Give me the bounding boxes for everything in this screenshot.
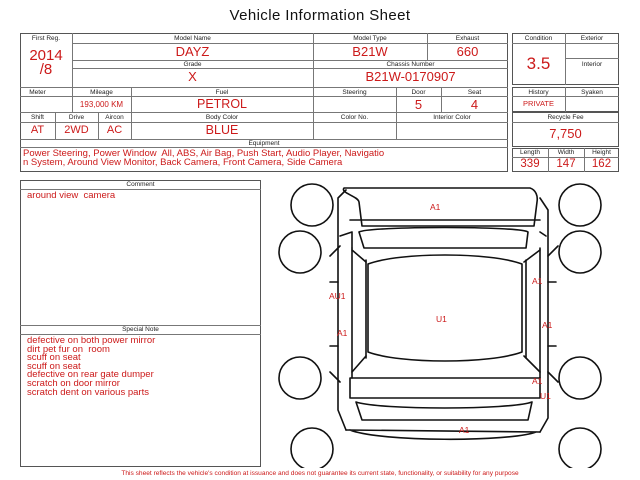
mark-rear: A1 [459, 425, 470, 435]
wheel-mid-left-front [279, 231, 321, 273]
shift-value: AT [30, 124, 45, 136]
model-name-label: Model Name [174, 35, 211, 42]
aircon-value: AC [106, 124, 123, 136]
model-type-label: Model Type [353, 35, 387, 42]
wheel-mid-right-rear [559, 357, 601, 399]
mark-right-rear-a: A1 [532, 376, 543, 386]
mark-front: A1 [430, 202, 441, 212]
equipment-value: Power Steering, Power Window All, ABS, Air Bag, Push Start, Audio Player, Navigatio n System, Around View Monitor, Back Camera, Front Camera, Side Camera [23, 148, 385, 168]
mileage-label: Mileage [90, 89, 113, 96]
special-note-line: defective on both power mirror [27, 335, 156, 346]
history-value: PRIVATE [523, 99, 554, 108]
length-label: Length [520, 149, 540, 156]
interior-color-label: Interior Color [433, 114, 471, 121]
special-note-list [27, 337, 257, 397]
width-value: 147 [556, 158, 576, 170]
wheel-mid-left-rear [279, 357, 321, 399]
body-color-value: BLUE [205, 123, 239, 137]
length-value: 339 [520, 158, 540, 170]
special-note-line: scuff on seat [27, 360, 81, 372]
syaken-label: Syaken [581, 89, 603, 96]
recycle-value: 7,750 [549, 126, 582, 141]
model-type-value: B21W [352, 44, 388, 59]
width-label: Width [557, 149, 575, 156]
condition-value: 3.5 [526, 54, 551, 73]
mark-right-rear-u: U1 [540, 391, 551, 401]
exterior-label: Exterior [580, 35, 604, 42]
door-label: Door [411, 89, 426, 96]
grade-label: Grade [183, 61, 202, 68]
meter-label: Meter [29, 89, 46, 96]
exhaust-label: Exhaust [455, 35, 480, 42]
wheel-mid-right-front [559, 231, 601, 273]
seat-value: 4 [470, 97, 479, 112]
mark-left-front-door: AU1 [329, 291, 346, 301]
height-label: Height [592, 149, 611, 156]
fuel-label: Fuel [215, 89, 229, 96]
chassis-label: Chassis Number [386, 61, 435, 68]
disclaimer-footer: This sheet reflects the vehicle's condition at issuance and does not guarantee its current state, functionality, or suitability for any purpose [121, 470, 519, 477]
seat-label: Seat [467, 89, 482, 96]
mileage-value: 193,000 KM [79, 100, 124, 109]
comment-value: around view camera [27, 190, 116, 201]
model-name-value: DAYZ [175, 44, 210, 59]
comment-label: Comment [126, 181, 155, 188]
wheel-front-right [559, 184, 601, 226]
page-title: Vehicle Information Sheet [229, 7, 411, 24]
special-note-line: scratch on door mirror [27, 377, 120, 389]
grade-value: X [188, 69, 197, 84]
special-note-line: defective on rear gate dumper [27, 369, 154, 381]
recycle-label: Recycle Fee [547, 114, 584, 121]
color-no-label: Color No. [340, 114, 369, 121]
special-note-line: scratch dent on various parts [27, 386, 149, 398]
fuel-value: PETROL [196, 97, 247, 111]
mark-right-door: A1 [542, 320, 553, 330]
wheel-rear-right [559, 428, 601, 468]
special-note-label: Special Note [122, 326, 159, 333]
special-note-line: scuff on seat [27, 352, 81, 364]
mark-left-rear: A1 [337, 328, 348, 338]
interior-label: Interior [581, 61, 603, 68]
door-value: 5 [414, 97, 423, 112]
exhaust-value: 660 [456, 44, 479, 59]
equipment-label: Equipment [248, 140, 280, 147]
first-reg-label: First Reg. [31, 35, 61, 42]
aircon-label: Aircon [105, 114, 124, 121]
mark-right-front: A1 [532, 276, 543, 286]
car-damage-diagram [266, 176, 620, 468]
history-label: History [528, 89, 549, 96]
chassis-value: B21W-0170907 [365, 69, 456, 84]
body-color-label: Body Color [205, 114, 239, 121]
wheel-rear-left [291, 428, 333, 468]
condition-label: Condition [524, 35, 553, 42]
mark-roof: U1 [436, 314, 447, 324]
shift-label: Shift [30, 114, 44, 121]
special-note-line: dirt pet fur on room [27, 343, 110, 355]
drive-label: Drive [68, 114, 85, 121]
first-reg-value: 2014 /8 [29, 47, 63, 78]
steering-label: Steering [342, 89, 367, 96]
wheel-front-left [291, 184, 333, 226]
height-value: 162 [591, 158, 612, 170]
drive-value: 2WD [64, 124, 89, 136]
